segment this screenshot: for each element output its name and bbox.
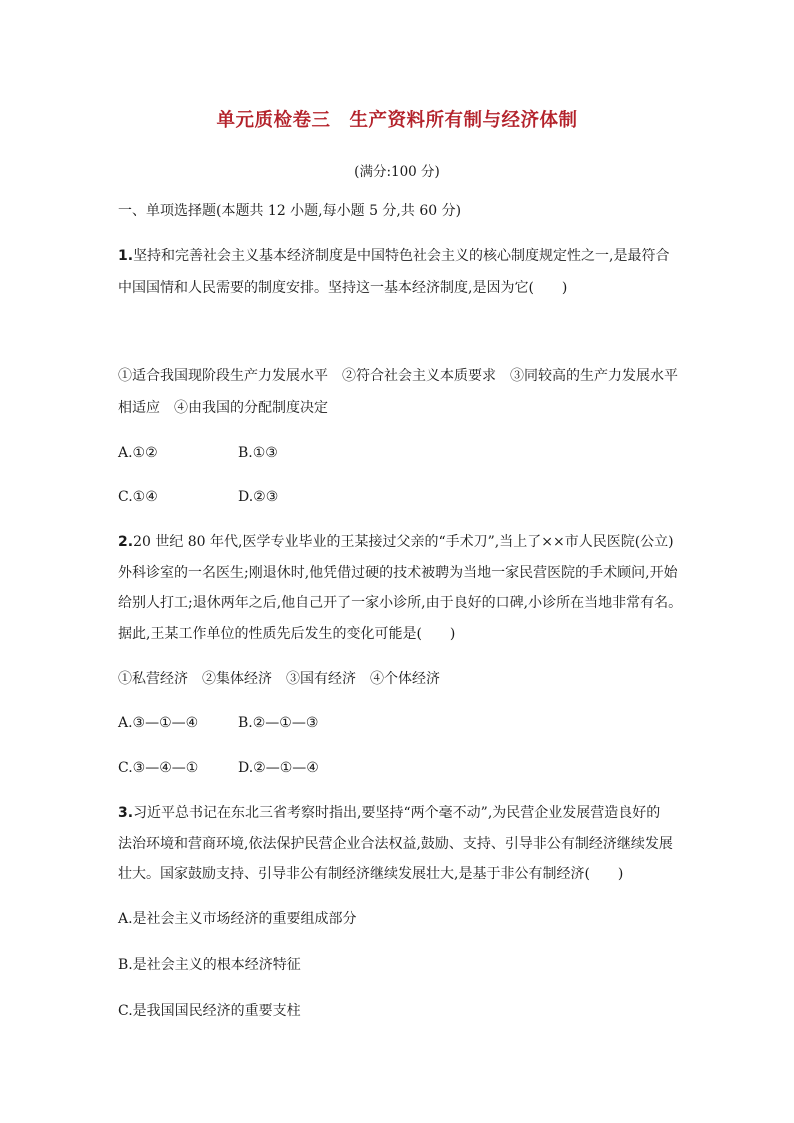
question-3-option-b: B.是社会主义的根本经济特征 bbox=[118, 957, 301, 973]
question-1-stem-line-2: 中国国情和人民需要的制度安排。坚持这一基本经济制度,是因为它( ) bbox=[118, 280, 568, 296]
page-title: 单元质检卷三 生产资料所有制与经济体制 bbox=[216, 110, 578, 131]
score-note: (满分:100 分) bbox=[354, 164, 440, 180]
question-3-stem-line-1: 3.习近平总书记在东北三省考察时指出,要坚持“两个毫不动”,为民营企业发展营造良好的 bbox=[118, 805, 661, 821]
question-2-statements: ①私营经济 ②集体经济 ③国有经济 ④个体经济 bbox=[118, 671, 440, 687]
question-3-stem-line-2: 法治环境和营商环境,依法保护民营企业合法权益,鼓励、支持、引导非公有制经济继续发展 bbox=[118, 836, 673, 852]
question-2-stem-line-4: 据此,王某工作单位的性质先后发生的变化可能是( ) bbox=[118, 626, 456, 642]
question-2-option-d: D.②—①—④ bbox=[238, 760, 319, 776]
question-3-stem-line-3: 壮大。国家鼓励支持、引导非公有制经济继续发展壮大,是基于非公有制经济( ) bbox=[118, 866, 624, 882]
question-1-option-d: D.②③ bbox=[238, 489, 279, 505]
section-heading: 一、单项选择题(本题共 12 小题,每小题 5 分,共 60 分) bbox=[118, 203, 462, 219]
question-3-number: 3. bbox=[118, 805, 134, 821]
question-1-number: 1. bbox=[118, 248, 134, 264]
question-1-option-a: A.①② bbox=[118, 445, 158, 461]
question-2-stem-line-1: 2.20 世纪 80 年代,医学专业毕业的王某接过父亲的“手术刀”,当上了××市人民医院(公立) bbox=[118, 534, 674, 550]
question-2-option-b: B.②—①—③ bbox=[238, 715, 319, 731]
question-1-statements-line-2: 相适应 ④由我国的分配制度决定 bbox=[118, 400, 328, 416]
question-3-option-a: A.是社会主义市场经济的重要组成部分 bbox=[118, 911, 357, 927]
question-1-option-b: B.①③ bbox=[238, 445, 278, 461]
question-2-stem-line-2: 外科诊室的一名医生;刚退休时,他凭借过硬的技术被聘为当地一家民营医院的手术顾问,开始 bbox=[118, 565, 678, 581]
question-3-option-c: C.是我国国民经济的重要支柱 bbox=[118, 1003, 301, 1019]
question-1-stem-line-1: 1.坚持和完善社会主义基本经济制度是中国特色社会主义的核心制度规定性之一,是最符合 bbox=[118, 248, 670, 264]
question-1-statements-line-1: ①适合我国现阶段生产力发展水平 ②符合社会主义本质要求 ③同较高的生产力发展水平 bbox=[118, 368, 678, 384]
question-2-option-a: A.③—①—④ bbox=[118, 715, 199, 731]
question-2-option-c: C.③—④—① bbox=[118, 760, 199, 776]
question-2-number: 2. bbox=[118, 534, 134, 550]
question-1-option-c: C.①④ bbox=[118, 489, 158, 505]
question-2-stem-line-3: 给别人打工;退休两年之后,他自己开了一家小诊所,由于良好的口碑,小诊所在当地非常有名。 bbox=[118, 595, 683, 611]
